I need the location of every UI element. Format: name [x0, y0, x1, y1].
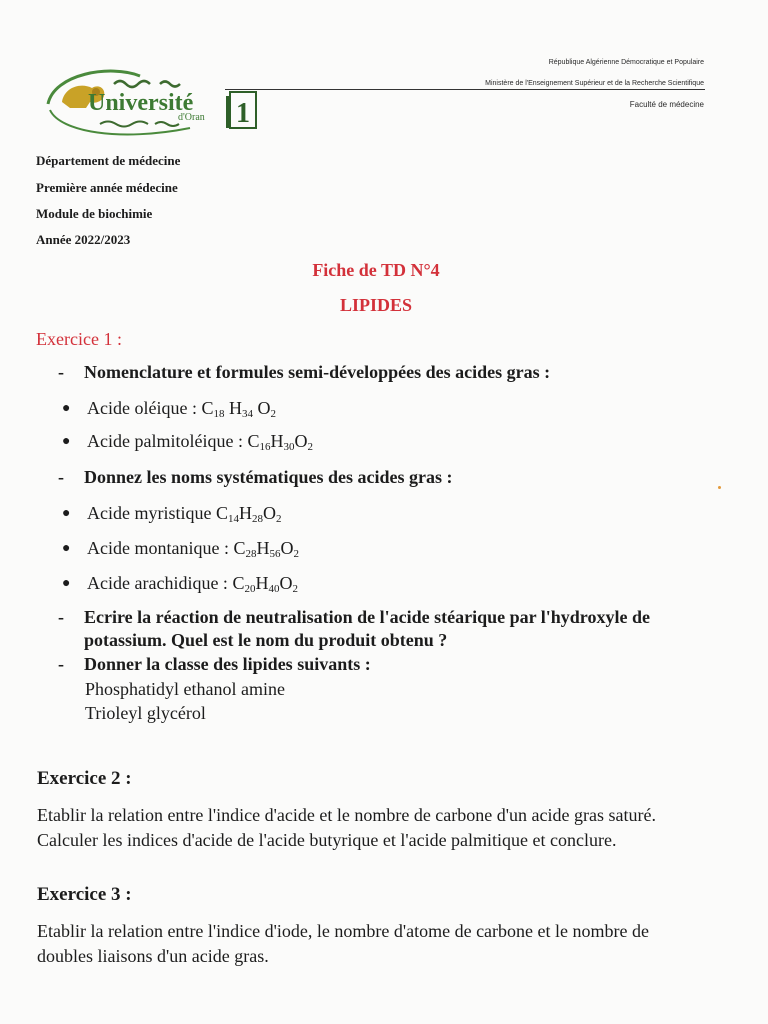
lipid-item-2: Trioleyl glycérol	[85, 703, 206, 723]
acid-name: Acide arachidique :	[87, 573, 233, 593]
formula-element: H	[224, 398, 242, 418]
acid-oleic-item	[62, 398, 276, 419]
formula-element: H	[255, 573, 269, 593]
formula-element: C	[233, 538, 246, 558]
academic-year-label: Année 2022/2023	[36, 232, 131, 247]
university-logo	[40, 62, 265, 140]
year-level-label: Première année médecine	[36, 180, 178, 195]
question-text: Donnez les noms systématiques des acides gras :	[84, 467, 453, 487]
page-subtitle: LIPIDES	[339, 295, 413, 315]
chemical-formula	[232, 573, 298, 593]
formula-subscript: 34	[241, 408, 253, 420]
page-title: Fiche de TD N°4	[312, 260, 440, 280]
exercise-3-text: Etablir la relation entre l'indice d'iode, le nombre d'atome de carbone et le nombre de doubles liaisons d'un acide gras.	[37, 921, 649, 966]
formula-subscript: 2	[293, 548, 299, 560]
question-text: Donner la classe des lipides suivants :	[84, 654, 371, 674]
formula-element: C	[215, 503, 228, 523]
bullet-marker: ●	[62, 506, 71, 521]
exercise-2-text: Etablir la relation entre l'indice d'acide et le nombre de carbone d'un acide gras saturé. Calculer les indices d'acide de l'acide butyrique et l'acide palmitique et conclure.	[37, 805, 656, 850]
formula-element: C	[247, 431, 260, 451]
formula-subscript: 20	[244, 583, 256, 595]
formula-subscript: 28	[245, 548, 257, 560]
university-number: 1	[236, 98, 250, 129]
header-ministry: Ministère de l'Enseignement Supérieur et de la Recherche Scientifique	[485, 80, 704, 87]
formula-element: O	[279, 573, 293, 593]
formula-element: C	[232, 573, 245, 593]
acid-palmitoleic-item	[62, 431, 313, 452]
university-logo-graphic	[40, 62, 265, 140]
formula-subscript: 2	[307, 441, 313, 453]
acid-name: Acide montanique :	[87, 538, 234, 558]
chemical-formula	[247, 431, 313, 451]
dash-marker: -	[58, 607, 64, 627]
exercise-1-question-2	[58, 467, 453, 488]
formula-subscript: 40	[268, 583, 280, 595]
exercise-1-question-1	[58, 362, 550, 383]
formula-subscript: 2	[276, 513, 282, 525]
chemical-formula	[233, 538, 299, 558]
acid-name: Acide palmitoléique :	[87, 431, 248, 451]
chemical-formula	[216, 503, 282, 523]
dash-marker: -	[58, 654, 64, 674]
formula-subscript: 2	[292, 583, 298, 595]
formula-element: C	[201, 398, 214, 418]
exercise-3-heading: Exercice 3 :	[37, 884, 132, 905]
formula-subscript: 28	[252, 513, 263, 525]
formula-element: H	[256, 538, 270, 558]
formula-subscript: 30	[283, 441, 295, 453]
acid-montanic-item	[62, 538, 299, 559]
question-text: Ecrire la réaction de neutralisation de l'acide stéarique par l'hydroxyle de potassium. Quel est le nom du produit obtenu ?	[84, 607, 650, 650]
lipid-item-1: Phosphatidyl ethanol amine	[85, 679, 285, 699]
department-label: Département de médecine	[36, 153, 181, 168]
header-republic: République Algérienne Démocratique et Populaire	[548, 59, 704, 66]
exercise-1-heading: Exercice 1 :	[36, 329, 122, 349]
bullet-marker: ●	[62, 434, 71, 449]
formula-subscript: 14	[228, 513, 239, 525]
formula-element: O	[263, 503, 276, 523]
bullet-marker: ●	[62, 401, 71, 416]
acid-myristic-item	[62, 503, 282, 524]
acid-name: Acide myristique	[87, 503, 216, 523]
exercise-2-heading: Exercice 2 :	[37, 768, 132, 789]
formula-element: O	[252, 398, 271, 418]
bullet-marker: ●	[62, 541, 71, 556]
formula-subscript: 18	[213, 408, 225, 420]
exercise-1-question-3	[58, 606, 730, 652]
header-divider	[225, 89, 705, 90]
formula-subscript: 2	[270, 408, 276, 420]
bullet-marker: ●	[62, 576, 71, 591]
acid-arachidic-item	[62, 573, 298, 594]
formula-element: O	[294, 431, 308, 451]
formula-subscript: 16	[259, 441, 271, 453]
dash-marker: -	[58, 362, 64, 382]
dash-marker: -	[58, 467, 64, 487]
acid-name: Acide oléique :	[87, 398, 202, 418]
chemical-formula	[201, 398, 276, 418]
formula-element: H	[270, 431, 284, 451]
header-faculty: Faculté de médecine	[629, 100, 704, 109]
formula-element: O	[280, 538, 294, 558]
formula-subscript: 56	[269, 548, 281, 560]
university-name: Université	[88, 90, 194, 116]
module-label: Module de biochimie	[36, 206, 153, 221]
formula-element: H	[239, 503, 252, 523]
university-city: d'Oran	[178, 112, 205, 123]
exercise-1-question-4	[58, 654, 371, 675]
question-text: Nomenclature et formules semi-développées des acides gras :	[84, 362, 551, 382]
scan-speck	[718, 486, 721, 489]
